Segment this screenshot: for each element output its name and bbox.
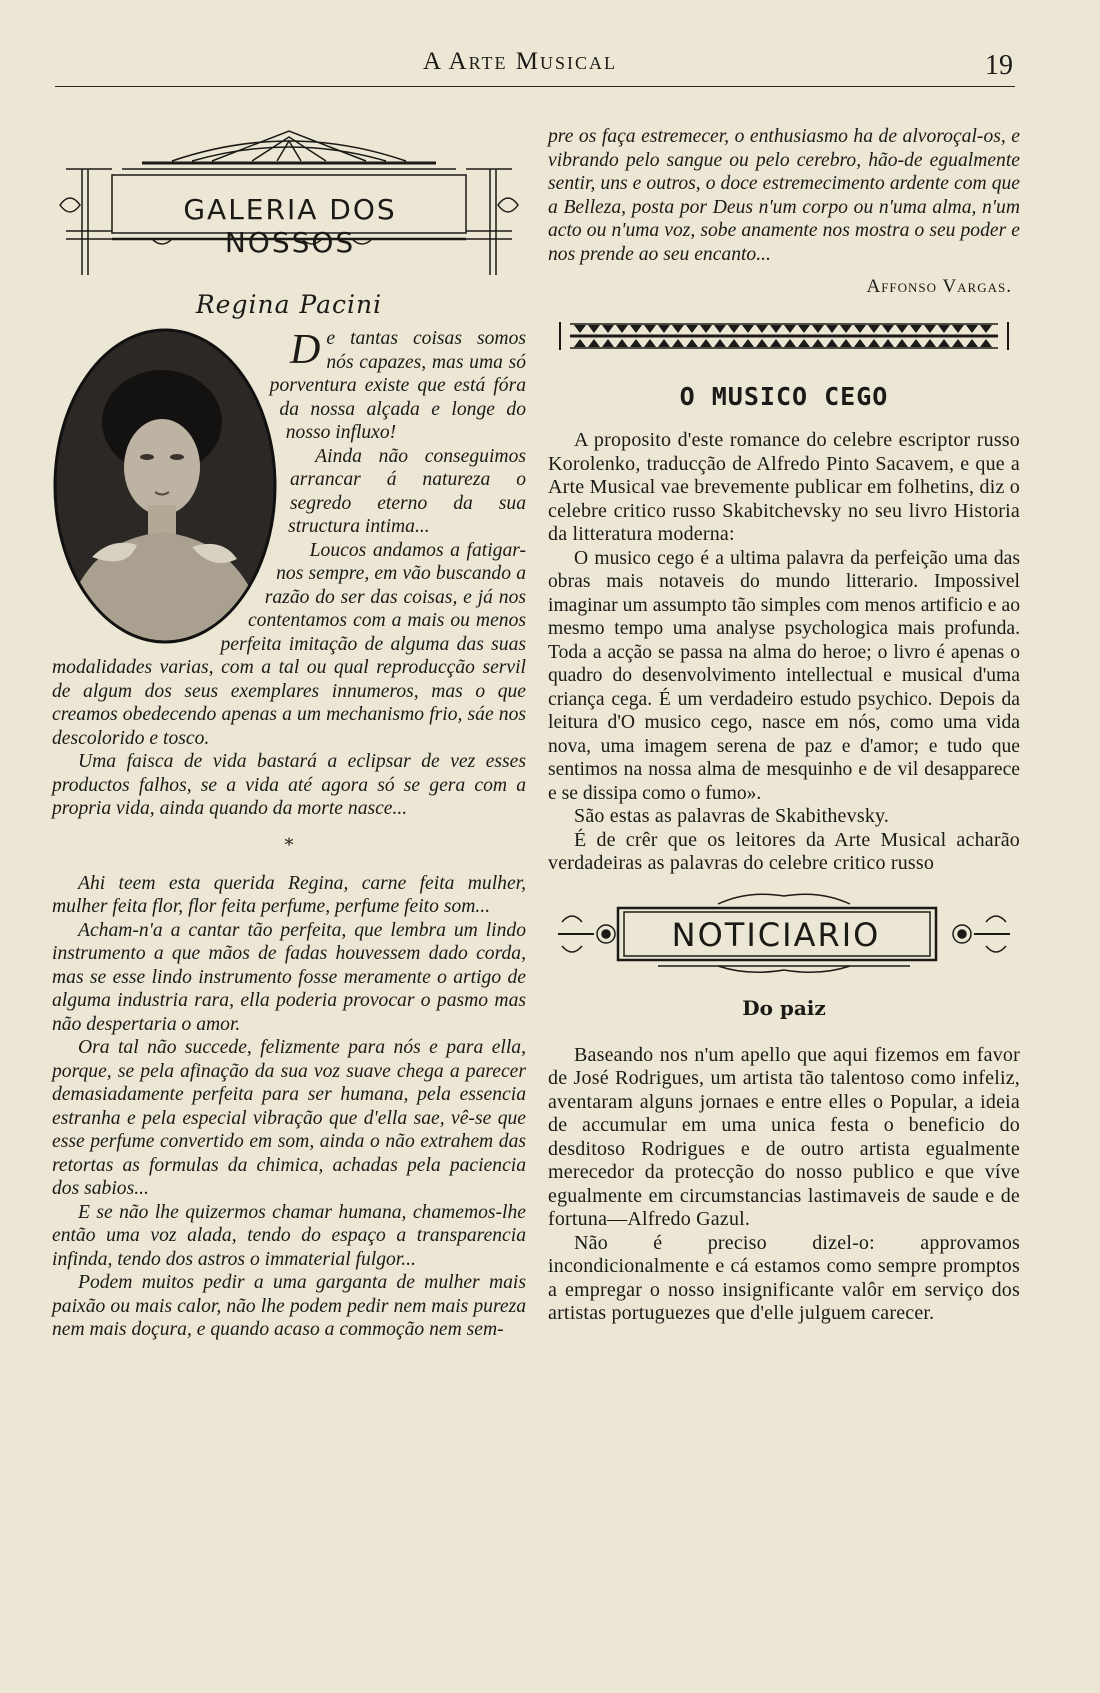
divider-triangle [812,339,824,347]
mc-paragraph-3: São estas as palavras de Skabithevsky. [574,805,890,827]
paragraph-4: Uma faisca de vida bastará a eclipsar de vez esses productos falhos, se a vida até agora só se gera com a propria vida, ainda quando da morte nasce... [52,751,526,819]
divider-triangle [882,325,894,333]
divider-triangle [742,339,754,347]
paragraph-8: E se não lhe quizermos chamar humana, chamemos-lhe então uma voz alada, tendo do espaço a transparencia infinda, tendo dos astros o immaterial fulgor... [52,1201,526,1270]
divider-triangle [630,325,642,333]
divider-triangle [854,339,866,347]
divider-triangle [644,325,656,333]
noticiario-title: NOTICIARIO [671,915,881,954]
noticia-paragraph-1: Baseando nos n'um apello que aqui fizemos em favor de José Rodrigues, um artista tão talentoso como infeliz, aventaram alguns jornaes e entre elles o Popular, a ideia de accumular em uma unica festa o beneficio do desditoso Rodrigues e de outro artista egualmente merecedor da protecção do nosso publico e que víve egualmente em circumstancias lastimaveis de saude e de fortuna—Alfredo Gazul. [548,1043,1020,1230]
paragraph-7: Ora tal não succede, felizmente para nós e para ella, porque, se pela afinação da sua voz suave chega a parecer demasiadamente perfeita para ser humana, pela essencia estranha e pela especial vibração que d'ella sae, vê-se que esse perfume convertido em som, ainda o não extrahem das retortas as formulas da chimica, achadas pela paciencia dos sabios... [52,1037,526,1199]
mc-paragraph-4: É de crêr que os leitores da Arte Musical acharão verdadeiras as palavras do celebre critico russo [548,828,1020,874]
divider-triangle [714,325,726,333]
divider-ornament [548,316,1020,356]
noticiario-frame [548,886,1020,982]
divider-triangle [630,339,642,347]
galeria-ornament-frame [52,125,526,280]
divider-triangle [840,339,852,347]
divider-triangle [854,325,866,333]
mc-paragraph-1: A proposito d'este romance do celebre escriptor russo Korolenko, traducção de Alfredo Pinto Sacavem, e que a Arte Musical vae brevemente publicar em folhetins, diz o celebre critico russo Skabitchevsky no seu livro Historia da litteratura moderna: [548,429,1020,545]
mc-paragraph-2: O musico cego é a ultima palavra da perfeição uma das obras mais notaveis do mundo litterario. Impossivel imaginar um assumpto tão simples com menos artificio e ao mesmo tempo uma analyse psychologica mais profunda. Toda a acção se passa na alma do heroe; o livro é apenas o quadro do desenvolvimento intellectual e musical d'uma criança cega. É um verdadeiro estudo psychico. Depois da leitura d'O musico cego, nasce em nós, como uma vida nova, uma imagem serena de paz e d'amor; e tudo que sentimos na nossa alma de mesquinho e de vil desapparece e se dissipa como o fumo». [548,547,1020,804]
divider-triangle [686,325,698,333]
divider-triangle [952,339,964,347]
divider-triangle [980,325,992,333]
noticia-paragraph-2: Não é preciso dizel-o: approvamos incondicionalmente e cá estamos como sempre promptos a empregar o nosso insignificante valôr em serviço dos artistas portuguezes que d'elle julguem carecer. [548,1231,1020,1324]
divider-triangle [938,339,950,347]
divider-triangle [798,339,810,347]
right-column [548,125,1020,1326]
paragraph-6: Acham-n'a a cantar tão perfeita, que lembra um lindo instrumento a que mãos de fadas houvessem dado corda, mas se esse lindo instrumento fosse meramente o artigo de alguma industria rara, ella poderia provocar o pasmo mas não despertaria o amor. [52,919,526,1035]
page-number: 19 [985,50,1013,81]
divider-triangle [658,339,670,347]
divider-triangle [798,325,810,333]
divider-triangle [952,325,964,333]
paragraph-3: Loucos andamos a fatigar-nos sempre, em vão buscando a razão do ser das coisas, e já nos contentamos com a mais ou menos perfeita imitação de alguma das suas modalidades varias, com a tal ou qual reproducção servil de algum dos seus exemplares innumeros, mas o que creamos obedecendo apenas a um mechanismo frio, sáe nos descolorido e tosco. [52,539,526,749]
divider-triangle [966,325,978,333]
left-column [52,125,526,1342]
paragraph-2: Ainda não conseguimos arrancar á natureza o segredo eterno da sua structura intima... [288,445,526,537]
divider-triangle [784,325,796,333]
galeria-title: GALERIA DOS NOSSOS [183,193,397,259]
divider-triangle [574,325,586,333]
divider-triangle [784,339,796,347]
paragraph-1-text: e tantas coisas somos nós capazes, mas uma só porventura existe que está fóra da nossa alçada e longe do nosso influxo! [269,328,526,443]
drop-cap: D [290,327,321,373]
divider-triangle [714,339,726,347]
divider-triangle [686,339,698,347]
divider-triangle [910,325,922,333]
divider-triangle [672,325,684,333]
subject-name: Regina Pacini [195,290,383,319]
divider-triangle [924,325,936,333]
divider-triangle [826,325,838,333]
divider-triangle [756,325,768,333]
divider-triangle [728,325,740,333]
divider-triangle [882,339,894,347]
portrait-image [52,327,278,645]
section-title-musico-cego: O MUSICO CEGO [679,382,889,411]
divider-triangle [700,339,712,347]
paragraph-5: Ahi teem esta querida Regina, carne feita mulher, mulher feita flor, flor feita perfume, perfume feito som... [52,872,526,917]
divider-triangle [588,325,600,333]
section-asterisk: * [284,834,294,856]
divider-triangle [728,339,740,347]
divider-triangle [574,339,586,347]
divider-triangle [644,339,656,347]
divider-triangle [700,325,712,333]
header-rule [55,86,1015,87]
divider-triangle [840,325,852,333]
divider-triangle [896,339,908,347]
paragraph-9: Podem muitos pedir a uma garganta de mulher mais paixão ou mais calor, não lhe podem pedir nem mais pureza nem mais doçura, e quando acaso a commoção nem sem- [52,1272,526,1340]
divider-triangle [938,325,950,333]
divider-triangle [602,339,614,347]
divider-triangle [742,325,754,333]
divider-triangle [826,339,838,347]
divider-triangle [966,339,978,347]
author-signature: Affonso Vargas. [866,276,1012,297]
divider-triangle [868,325,880,333]
divider-triangle [658,325,670,333]
divider-triangle [770,325,782,333]
portrait-oval-photo [52,327,278,645]
divider-triangle [602,325,614,333]
divider-triangle [896,325,908,333]
divider-triangle [812,325,824,333]
running-header-title: A Arte Musical [423,48,617,75]
divider-triangle [672,339,684,347]
divider-triangle [924,339,936,347]
divider-triangle [616,325,628,333]
divider-triangle [588,339,600,347]
continuation-paragraph: pre os faça estremecer, o enthusiasmo ha de alvoroçal-os, e vibrando pelo sangue ou pelo cerebro, hão-de egualmente sentir, uns e outros, o doce estremecimento ardente com que a Belleza, posta por Deus n'um corpo ou n'uma alma, n'um acto ou n'uma voz, sobe anamente nos mostra o seu poder e nos prende ao seu encanto... [548,126,1020,265]
divider-triangle [616,339,628,347]
divider-triangle [770,339,782,347]
subhead-do-paiz: Do paiz [742,995,826,1020]
divider-triangle [868,339,880,347]
divider-triangle [910,339,922,347]
divider-triangle [756,339,768,347]
divider-triangle [980,339,992,347]
